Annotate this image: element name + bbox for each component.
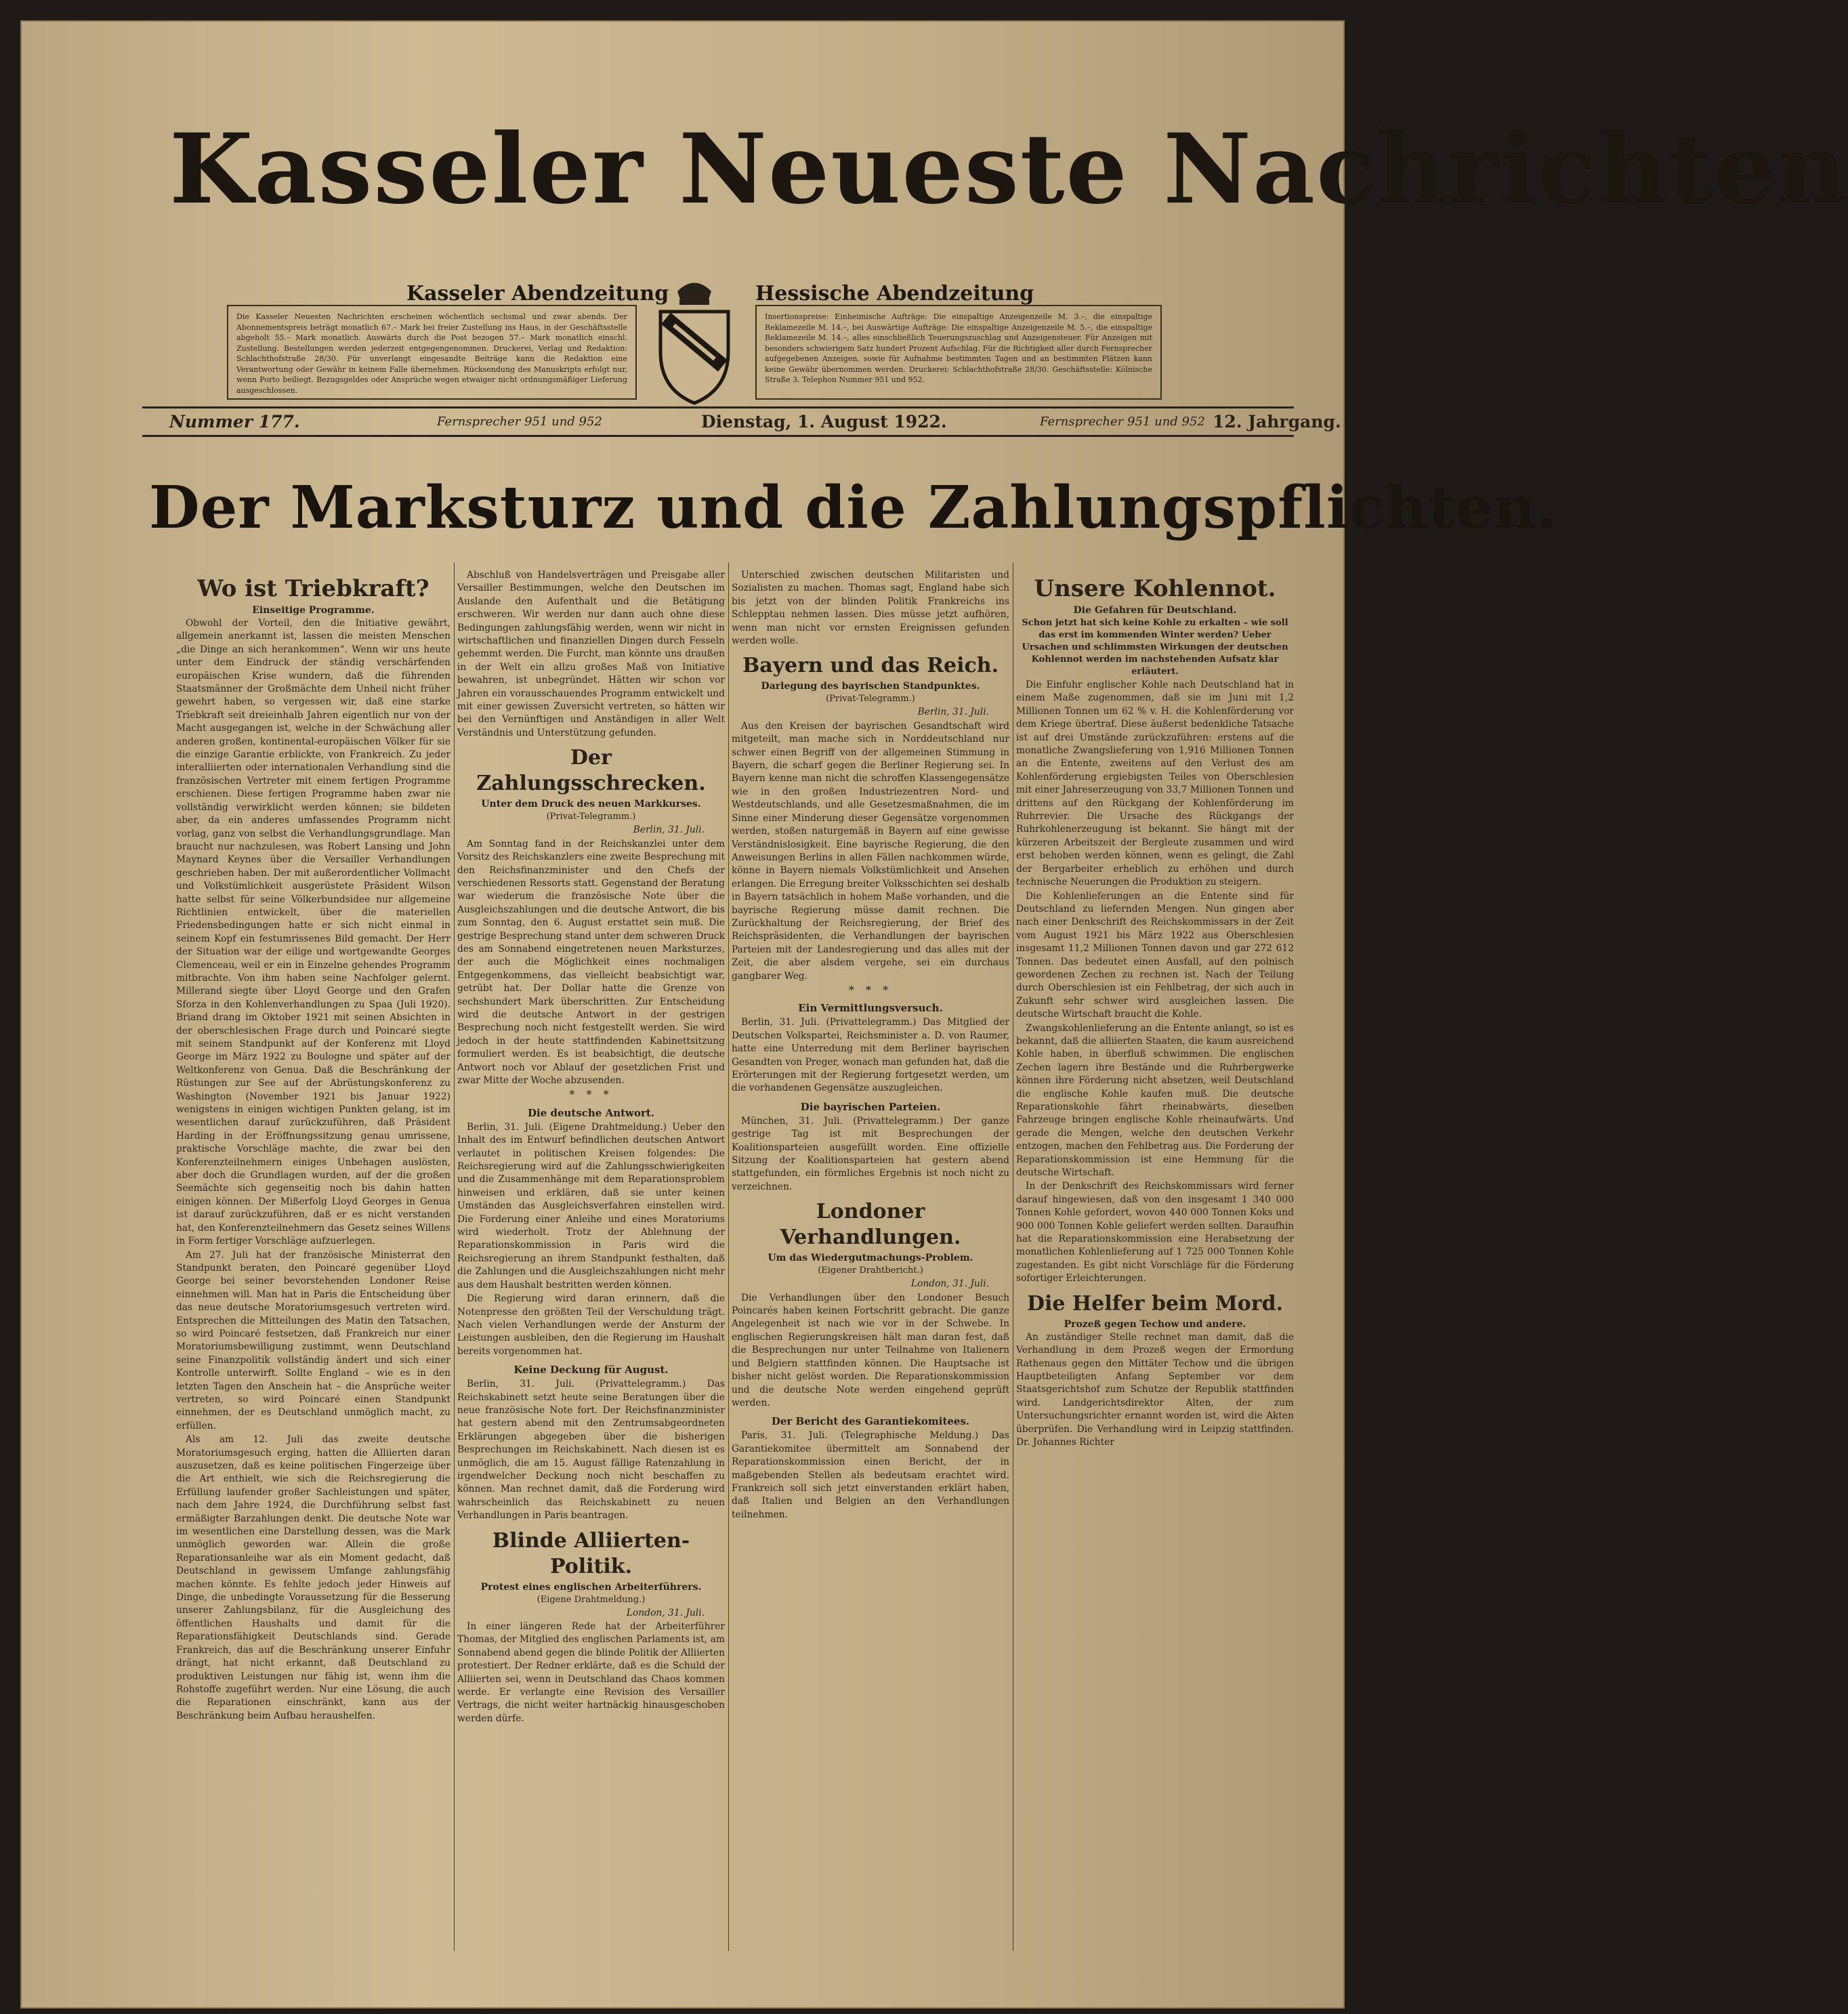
- article-dateline: London, 31. Juli.: [910, 1278, 989, 1290]
- article-column-3: [732, 569, 1009, 1951]
- article-paragraph: In einer längeren Rede hat der Arbeiterführer Thomas, der Mitglied des englischen Parlaments ist, am Sonnabend abend gegen die blinde Politik der Alliierten protestiert. Der Redner erklärte, daß es die Schuld der Alliierten sei, wenn in Deutschland das Chaos kommen werde. Er verlangte eine Revision des Versailler Vertrags, die nicht weiter hartnäckig hinausgeschoben werden dürfe.: [457, 1621, 725, 1724]
- article-paragraph: Paris, 31. Juli. (Telegraphische Meldung.) Das Garantiekomitee übermittelt am Sonnabend der Reparationskommission einen Bericht, der in maßgebenden Stellen als bedeutsam erachtet wird. Frankreich soll sich jetzt einverstanden erklärt haben, daß Italien und Belgien an den Verhandlungen teilnehmen.: [732, 1430, 1009, 1520]
- article-heading: Londoner Verhandlungen.: [780, 1200, 961, 1250]
- article-paragraph: In der Denkschrift des Reichskommissars wird ferner darauf hingewiesen, daß von den insgesamt 1 340 000 Tonnen Kohle gefordert, wovon 440 000 Tonnen Koks und 900 000 Tonnen Kohle geliefert werden sollten. Daraufhin hat die Reparationskommission eine Herabsetzung der monatlichen Kohlenlieferung auf 1 725 000 Tonnen Kohle zugestanden. Es gibt nicht Vorschläge für die Förderung sofortiger Erleichterungen.: [1016, 1181, 1294, 1284]
- main-headline: Der Marksturz und die Zahlungspflichten.: [149, 474, 1558, 542]
- article-paragraph: Die Einfuhr englischer Kohle nach Deutschland hat in einem Maße zugenommen, daß sie im Juni mit 1,2 Millionen Tonnen um 62 % v. H. die Kohlenförderung vor dem Kriege übertraf. Diese äußerst bedenkliche Tatsache ist auf drei Umstände zurückzuführen: erstens auf die monatliche Zwangslieferung von 1,916 Millionen Tonnen an die Entente, zweitens auf den Verlust des am Kohlenförderung ergiebigsten Teiles von Oberschlesien mit einer Jahreserzeugung von 33,7 Millionen Tonnen und drittens auf den Rückgang der Kohlenförderung im Ruhrrevier. Die Ursache des Rückgangs der Ruhrkohlenerzeugung ist bekannt. Sie hängt mit der kürzeren Arbeitszeit der Bergleute zusammen und wird erst behoben werden können, wenn es gelingt, die Zahl der Bergarbeiter erheblich zu erhöhen und durch technische Neuerungen die Produktion zu steigern.: [1016, 679, 1294, 888]
- section-separator: * * *: [569, 1088, 613, 1102]
- article-heading: Die Helfer beim Mord.: [1026, 1291, 1284, 1316]
- article-subheading: Um das Wiedergutmachungs-Problem.: [768, 1253, 973, 1264]
- article-paragraph: Unterschied zwischen deutschen Militaristen und Sozialisten zu machen. Thomas sagt, England habe sich bis jetzt von der blinden Politik Frankreichs ins Schlepptau nehmen lassen. Dies müsse jetzt aufhören, wenn man nicht vor ernsten Ereignissen gefunden werden wolle.: [732, 570, 1009, 647]
- article-subheading: Die bayrischen Parteien.: [800, 1100, 941, 1113]
- article-subheading: Unter dem Druck des neuen Markkurses.: [481, 799, 701, 810]
- masthead-subtitle-right: Hessische Abendzeitung: [755, 282, 1034, 306]
- column-divider: [454, 562, 455, 1951]
- dateline: [146, 410, 1341, 434]
- coat-of-arms-icon: [647, 271, 742, 406]
- article-paragraph: Zwangskohlenlieferung an die Entente anlangt, so ist es bekannt, daß die alliierten Staaten, die kaum ausreichend Kohle haben, in überfluß schwimmen. Die englischen Zechen lagern ihre Bestände und die Ruhrbergwerke können ihre Förderung nicht absetzen, weil Deutschland die englische Kohle kaufen muß. Die deutsche Reparationskohle fährt rheinabwärts, dieselben Fahrzeuge bringen englische Kohle rheinaufwärts. Und gerade die Mengen, welche den deutschen Verkehr entzogen, machen den Fehlbetrag aus. Die Forderung der Reparationskommission ist eine Hemmung für die deutsche Wirtschaft.: [1016, 1022, 1294, 1179]
- article-subheading: Die deutsche Antwort.: [527, 1106, 655, 1119]
- volume-year: 12. Jahrgang.: [1213, 412, 1341, 432]
- article-paragraph: Berlin, 31. Juli. (Privattelegramm.) Das Mitglied der Deutschen Volkspartei, Reichsminister a. D. von Raumer, hatte eine Unterredung mit dem Berliner bayrischen Gesandten von Preger, wonach man gefunden hat, daß die Erörterungen mit der Regierung fortgesetzt werden, um die vorhandenen Gegensätze auszugleichen.: [732, 1017, 1009, 1094]
- article-heading: Bayern und das Reich.: [742, 654, 999, 678]
- article-lead: Schon jetzt hat sich keine Kohle zu erkalten – wie soll das erst im kommenden Winter werden? Ueber Ursachen und schlimmsten Wirkungen der deutschen Kohlennot werden im nachstehenden Aufsatz klar erläutert.: [1022, 618, 1288, 677]
- article-paragraph: Obwohl der Vorteil, den die Initiative gewährt, allgemein anerkannt ist, lassen die meisten Menschen „die Dinge an sich herankommen“. Wenn wir uns heute unter dem Eindruck der ständig verschärfenden europäischen Krise wundern, daß die führenden Staatsmänner der Großmächte dem Unheil nicht früher gewehrt haben, so vergessen wir, daß eine starke Triebkraft seit dreieinhalb Jahren eigentlich nur von der Macht ausgegangen ist, welche in der Schwächung aller anderen großen, kontinental-europäischen Völker für sie die einzige Garantie erblickte, von Frankreich. Zu jeder interalliierten oder internationalen Verhandlung sind die französischen Vertreter mit einem fertigen Programme erschienen. Diese fertigen Programme haben zwar nie vollständig verwirklicht werden können; sie bildeten aber, da ein anderes umfassendes Programm nicht vorlag, ganz von selbst die Verhandlungsgrundlage. Man braucht nur nachzulesen, was Robert Lansing und John Maynard Keynes über die Versailler Verhandlungen geschrieben haben. Der mit außerordentlicher Vollmacht und Volkstümlichkeit ausgerüstete Präsident Wilson hatte selbst für seine Völkerbundsidee nur allgemeine Richtlinien entwickelt, über die materiellen Friedensbedingungen hatte er sich nicht einmal in seinem Kopf ein festumrissenes Bild gemacht. Der Herr der Situation war der eilige und wortgewandte Georges Clemenceau, weil er ein in Einzelne gehendes Programm mitbrachte. Von ihm haben seine Nachfolger gelernt. Millerand siegte über Lloyd George und den Grafen Sforza in den Kohlenverhandlungen zu Spaa (Juli 1920). Briand drang im Oktober 1921 mit seinen Absichten in der oberschlesischen Frage durch und Poincaré siegte mit seinem Standpunkt auf der Konferenz mit Lloyd George im März 1922 zu Boulogne und später auf der Weltkonferenz von Genua. Daß die Beschränkung der Rüstungen zur See auf der Abrüstungskonferenz zu Washington (November 1921 bis Januar 1922) wenigstens in einigen wichtigen Punkten gelang, ist im wesentlichen darauf zurückzuführen, daß Präsident Harding in der Eröffnungssitzung genau umrissene, praktische Vorschläge machte, die zwar bei den Konferenzteilnehmern einiges Unbehagen auslösten, aber doch die Grundlagen wurden, auf der die großen Seemächte sich gegenseitig noch bis dahin hatten einigen können. Der Mißerfolg Lloyd Georges in Genua ist darauf zurückzuführen, daß er es nicht verstanden hat, den Konferenzteilnehmern das Gesetz seines Willens in Form fertiger Vorschläge aufzuerlegen.: [176, 618, 450, 1247]
- article-subheading: Darlegung des bayrischen Standpunktes.: [761, 681, 980, 692]
- article-dateline: London, 31. Juli.: [626, 1607, 705, 1618]
- article-dateline: Berlin, 31. Juli.: [633, 824, 705, 836]
- dateline-top-rule: [142, 406, 1294, 408]
- phone-left: Fernsprecher 951 und 952: [437, 415, 602, 429]
- article-heading: Blinde Alliierten-Politik.: [492, 1528, 690, 1578]
- article-column-2: [457, 569, 725, 1951]
- column-divider: [728, 562, 729, 1951]
- advertising-info-box: Insertionspreise: Einheimische Aufträge: Die einspaltige Anzeigenzeile M. 3.–, die einspaltige Reklamezeile M. 14.–, bei Auswärtige Aufträge: Die einspaltige Anzeigenzeile M. 5.–, die einspaltige Reklamezeile M. 14.–, alles einschließlich Teuerungszuschlag und Anzeigensteuer. Für Anzeigen mit besonders schwierigem Satz hundert Prozent Aufschlag. Für die Richtigkeit aller durch Fernsprecher aufgegebenen Anzeigen, sowie für Aufnahme bestimmten Tagen und an bestimmten Plätzen kann keine Gewähr übernommen werden. Druckerei: Schlachthofstraße 28/30. Geschäftsstelle: Kölnische Straße 3. Telephon Nummer 951 und 952.: [755, 305, 1162, 400]
- article-source-note: (Privat-Telegramm.): [826, 694, 915, 705]
- issue-number: Nummer 177.: [169, 412, 300, 432]
- article-column-4: [1016, 569, 1294, 1951]
- article-paragraph: Die Verhandlungen über den Londoner Besuch Poincarés haben keinen Fortschritt gebracht. Die ganze Angelegenheit ist nach wie vor in der Schwebe. In englischen Regierungskreisen hält man daran fest, daß die Besprechungen nur unter Teilnahme von Italienern und Belgiern stattfinden können. Die Hauptsache ist bisher nicht gelöst worden. Die Reparationskommission und die deutsche Note werden eingehend geprüft werden.: [732, 1292, 1009, 1408]
- article-paragraph: Berlin, 31. Juli. (Eigene Drahtmeldung.) Ueber den Inhalt des im Entwurf befindlichen deutschen Antwort verlautet in politischen Kreisen folgendes: Die Reichsregierung wird auf die Zahlungsschwierigkeiten und die Zusammenhänge mit dem Reparationsproblem hinweisen und erklären, daß sie unter keinen Umständen das Ausgleichsverfahren einstellen wird. Die Forderung einer Anleihe und eines Moratoriums wird wiederholt. Trotz der Ablehnung der Reparationskommission in Paris wird die Reichsregierung an ihrem Standpunkt festhalten, daß die Zahlungen und die Ausgleichszahlungen nicht mehr aus dem Haushalt bestritten werden können.: [457, 1121, 725, 1291]
- article-column-1: [176, 569, 450, 1951]
- article-dateline: Berlin, 31. Juli.: [917, 707, 989, 718]
- masthead-title: Kasseler Neueste Nachrichten: [169, 113, 1848, 226]
- article-subheading: Keine Deckung für August.: [513, 1364, 669, 1377]
- article-paragraph: An zuständiger Stelle rechnet man damit, daß die Verhandlung in dem Prozeß wegen der Ermordung Rathenaus gegen den Mittäter Techow und die übrigen Hauptbeteiligten Anfang September vor dem Staatsgerichtshof zum Schutze der Republik stattfinden wird. Landgerichtsdirektor Alten, der zum Untersuchungsrichter ernannt worden ist, wird die Akten überprüfen. Die Verhandlung wird in Leipzig stattfinden. Dr. Johannes Richter: [1016, 1331, 1294, 1448]
- article-paragraph: Aus den Kreisen der bayrischen Gesandtschaft wird mitgeteilt, man mache sich in Norddeutschland nur schwer einen Begriff von der allgemeinen Stimmung in Bayern, die scharf gegen die Berliner Regierung sei. In Bayern kenne man nicht die schroffen Klassengegensätze wie in den großen Industriezentren Nord- und Westdeutschlands, und alle Gesetzesmaßnahmen, die im Sinne einer Minderung dieser Gegensätze vorgenommen werden, stoßen naturgemäß in Bayern auf eine gewisse Verständnislosigkeit. Eine bayrische Regierung, die den Anweisungen Berlins in allen Fällen nachkommen würde, könne in Bayern niemals Volkstümlichkeit und Ansehen erlangen. Die Erregung breiter Volksschichten sei deshalb in Bayern tatsächlich in hohem Maße vorhanden, und die bayrische Regierung müsse damit rechnen. Die Zurückhaltung der Reichsregierung, der Brief des Reichspräsidenten, die Verhandlungen der bayrischen Parteien mit der Landesregierung und das alles mit der Zeit, die aber alsdem vergehe, sei ein durchaus gangbarer Weg.: [732, 720, 1009, 982]
- article-paragraph: Am 27. Juli hat der französische Ministerrat den Standpunkt beraten, den Poincaré gegenüber Lloyd George bei seiner bevorstehenden Londoner Reise einnehmen will. Man hat in Paris die Entscheidung über das neue deutsche Moratoriumsgesuch vertreten wird. Entsprechen die Mitteilungen des Matin den Tatsachen, so wird Poincaré festsetzen, daß Frankreich nur einer Moratoriumsbewilligung zustimmt, wenn Deutschland seine Finanzpolitik vollständig ändert und sich einer Kontrolle unterwirft. Sollte England – wie es in den letzten Tagen den Anschein hat – die Ansprüche weiter vertreten, so wird Poincaré einen Standpunkt einnehmen, der es Deutschland unmöglich macht, zu erfüllen.: [176, 1249, 450, 1431]
- article-subheading: Der Bericht des Garantiekomitees.: [771, 1415, 970, 1428]
- section-separator: * * *: [848, 983, 893, 996]
- article-subheading: Prozeß gegen Techow und andere.: [1064, 1318, 1246, 1330]
- article-heading: Der Zahlungsschrecken.: [476, 746, 706, 796]
- article-subheading: Ein Vermittlungsversuch.: [798, 1002, 943, 1015]
- article-subheading: Einseitige Programme.: [252, 605, 375, 616]
- article-paragraph: Abschluß von Handelsverträgen und Preisgabe aller Versailler Bestimmungen, welche den Deutschen im Auslande den Aufenthalt und die Betätigung erschweren. Wir werden nur dann auch ohne diese Bedingungen zahlungsfähig werden, wenn wir nicht in wirtschaftlichen und finanziellen Dingen durch Fesseln gehemmt werden. Die Furcht, man könnte uns draußen in der Welt ein allzu großes Maß von Initiative bewahren, ist unbegründet. Hätten wir schon vor Jahren ein vorausschauendes Programm entwickelt und mit einer gewissen Zuversicht vertreten, so hätten wir bei den Vernünftigen und Anständigen in aller Welt Verständnis und Unterstützung gefunden.: [457, 570, 725, 738]
- article-paragraph: Als am 12. Juli das zweite deutsche Moratoriumsgesuch erging, hatten die Alliierten daran auszusetzen, daß es keine politischen Fingerzeige über die Art enthielt, wie sich die Reichsregierung die Erfüllung laufender großer Sachleistungen und später, nach dem Jahre 1924, die Durchführung selbst fast ermäßigter Barzahlungen denkt. Die deutsche Note war im wesentlichen eine Darstellung dessen, was die Mark unmöglich geworden war. Allein die große Reparationsanleihe war als ein Moment gedacht, daß Deutschland in gewissem Umfange zahlungsfähig machen könnte. Es fehlte jedoch jeder Hinweis auf Dinge, die unbedingte Voraussetzung für die Besserung unserer Zahlungsbilanz, für die Ausgleichung des öffentlichen Haushalts und damit für die Reparationsfähigkeit Deutschlands sind. Gerade Frankreich, das auf die Beschränkung unserer Einfuhr drängt, hat nicht erkannt, daß Deutschland zu produktiven Leistungen nur fähig ist, wenn ihm die Rohstoffe zugeführt werden. Nur eine Lösung, die auch die Reparationen einschränkt, kann aus der Beschränkung beim Aufbau heraushelfen.: [176, 1434, 450, 1721]
- article-heading: Unsere Kohlennot.: [1034, 575, 1276, 602]
- masthead-subtitle-left: Kasseler Abendzeitung: [406, 282, 669, 306]
- article-subheading: Die Gefahren für Deutschland.: [1073, 605, 1237, 616]
- article-paragraph: Am Sonntag fand in der Reichskanzlei unter dem Vorsitz des Reichskanzlers eine zweite Besprechung mit den Reichsfinanzminister und den Chefs der verschiedenen Ressorts statt. Gegenstand der Beratung war wiederum die französische Note über die Ausgleichszahlungen und die deutsche Antwort, die bis zum Sonntag, den 6. August erstattet sein muß. Die gestrige Besprechung stand unter dem schweren Druck des am Sonnabend eingetretenen neuen Marksturzes, der auch die Möglichkeit eines nochmaligen Entgegenkommens, das vielleicht beabsichtigt war, getrübt hat. Der Dollar hatte die Grenze von sechshundert Mark überschritten. Zur Entscheidung wird die deutsche Antwort in der gestrigen Besprechung noch nicht festgestellt werden. Sie wird jedoch in der heute stattfindenden Kabinettsitzung formuliert werden. Es ist beabsichtigt, die deutsche Antwort noch vor Ablauf der gesetzlichen Frist und zwar Mitte der Woche abzusenden.: [457, 838, 725, 1086]
- article-subheading: Protest eines englischen Arbeiterführers.: [480, 1581, 702, 1593]
- phone-right: Fernsprecher 951 und 952: [1040, 415, 1205, 429]
- article-source-note: (Eigener Drahtbericht.): [818, 1265, 923, 1276]
- article-source-note: (Eigene Drahtmeldung.): [537, 1594, 646, 1605]
- article-source-note: (Privat-Telegramm.): [546, 812, 636, 822]
- article-paragraph: München, 31. Juli. (Privattelegramm.) Der ganze gestrige Tag ist mit Besprechungen der Koalitionsparteien ausgefüllt worden. Eine offizielle Sitzung der Koalitionsparteien hat gestern abend stattgefunden, ein förmliches Ergebnis ist noch nicht zu verzeichnen.: [732, 1115, 1009, 1192]
- dateline-bottom-rule: [142, 435, 1294, 437]
- article-paragraph: Berlin, 31. Juli. (Privattelegramm.) Das Reichskabinett setzt heute seine Beratungen über die neue französische Note fort. Der Reichsfinanzminister hat gestern abend mit den Zentrumsabgeordneten Erklärungen abgegeben über die bisherigen Besprechungen im Reichskabinett. Nach diesen ist es unmöglich, die am 15. August fällige Ratenzahlung in irgendwelcher Deckung noch nicht beschaffen zu können. Man rechnet damit, daß die Forderung wird wahrscheinlich das Reichskabinett zu neuen Verhandlungen in Paris beantragen.: [457, 1379, 725, 1522]
- article-paragraph: Die Kohlenlieferungen an die Entente sind für Deutschland zu liefernden Mengen. Nun gingen aber nach einer Denkschrift des Reichskommissars in der Zeit vom August 1921 bis März 1922 aus Oberschlesien insgesamt 11,2 Millionen Tonnen davon und gar 272 612 Tonnen. Das bedeutet einen Ausfall, auf den polnisch gewordenen Zechen zu rechnen ist. Nach der Teilung durch Oberschlesien ist ein Fehlbetrag, der sich auch in Zukunft sehr schwer wird ausgleichen lassen. Die deutsche Wirtschaft braucht die Kohle.: [1016, 890, 1294, 1020]
- article-heading: Wo ist Triebkraft?: [197, 575, 429, 602]
- article-paragraph: Die Regierung wird daran erinnern, daß die Notenpresse den größten Teil der Verschuldung trägt. Nach vielen Verhandlungen werde der Ansturm der Leistungen ausbleiben, den die Regierung im Haushalt bereits vorgenommen hat.: [457, 1293, 725, 1357]
- issue-date: Dienstag, 1. August 1922.: [701, 412, 947, 432]
- newspaper-page: [20, 20, 1848, 2009]
- subscription-info-box: Die Kasseler Neuesten Nachrichten erscheinen wöchentlich sechsmal und zwar abends. Der Abonnementspreis beträgt monatlich 67.– Mark bei freier Zustellung ins Haus, in der Geschäftsstelle abgeholt 55.– Mark monatlich. Auswärts durch die Post bezogen 57.– Mark monatlich einschl. Zustellung. Bestellungen werden jederzeit entgegengenommen. Druckerei, Verlag und Redaktion: Schlachthofstraße 28/30. Für unverlangt eingesandte Beiträge kann die Redaktion eine Verantwortung oder Gewähr in keinem Falle übernehmen. Rücksendung des Manuskripts erfolgt nur, wenn Porto beiliegt. Bezugsgeldes oder Ansprüche wegen etwaiger nicht ordnungsmäßiger Lieferung ausgeschlossen.: [227, 305, 637, 400]
